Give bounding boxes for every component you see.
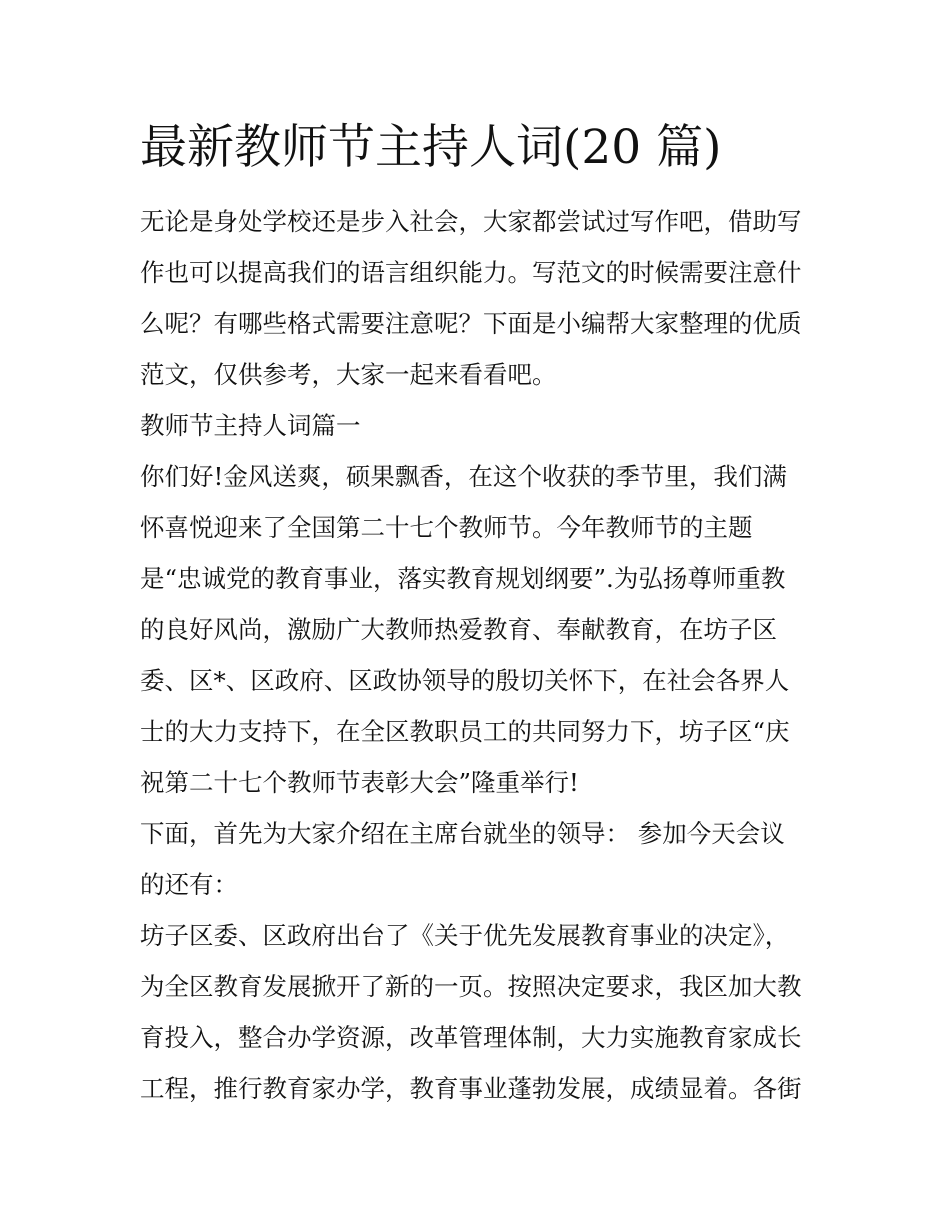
- paragraph-line: 委、区*、区政府、区政协领导的殷切关怀下，在社会各界人: [140, 666, 790, 695]
- paragraph-line: 无论是身处学校还是步入社会，大家都尝试过写作吧，借助写: [140, 207, 802, 236]
- paragraph-line: 么呢？有哪些格式需要注意呢？下面是小编帮大家整理的优质: [140, 309, 802, 338]
- paragraph-line: 下面，首先为大家介绍在主席台就坐的领导： 参加今天会议: [140, 819, 785, 848]
- paragraph-line: 的良好风尚，激励广大教师热爱教育、奉献教育，在坊子区: [140, 615, 777, 644]
- paragraph-line: 育投入，整合办学资源，改革管理体制，大力实施教育家成长: [140, 1023, 802, 1052]
- document-title: 最新教师节主持人词(20 篇): [140, 120, 722, 175]
- paragraph-line: 工程，推行教育家办学，教育事业蓬勃发展，成绩显着。各街: [140, 1074, 802, 1103]
- paragraph-line: 祝第二十七个教师节表彰大会”隆重举行!: [140, 768, 579, 797]
- section-heading: 教师节主持人词篇一: [140, 411, 361, 440]
- paragraph-line: 士的大力支持下，在全区教职员工的共同努力下，坊子区“庆: [140, 717, 790, 746]
- paragraph-line: 你们好!金风送爽，硕果飘香，在这个收获的季节里，我们满: [140, 462, 787, 491]
- paragraph-line: 的还有：: [140, 870, 238, 899]
- paragraph-line: 作也可以提高我们的语言组织能力。写范文的时候需要注意什: [140, 258, 802, 287]
- paragraph-line: 范文，仅供参考，大家一起来看看吧。: [140, 360, 557, 389]
- paragraph-line: 坊子区委、区政府出台了《关于优先发展教育事业的决定》，: [140, 921, 790, 950]
- paragraph-line: 怀喜悦迎来了全国第二十七个教师节。今年教师节的主题: [140, 513, 753, 542]
- paragraph-line: 是“忠诚党的教育事业，落实教育规划纲要”.为弘扬尊师重教: [140, 564, 786, 593]
- paragraph-line: 为全区教育发展掀开了新的一页。按照决定要求，我区加大教: [140, 972, 802, 1001]
